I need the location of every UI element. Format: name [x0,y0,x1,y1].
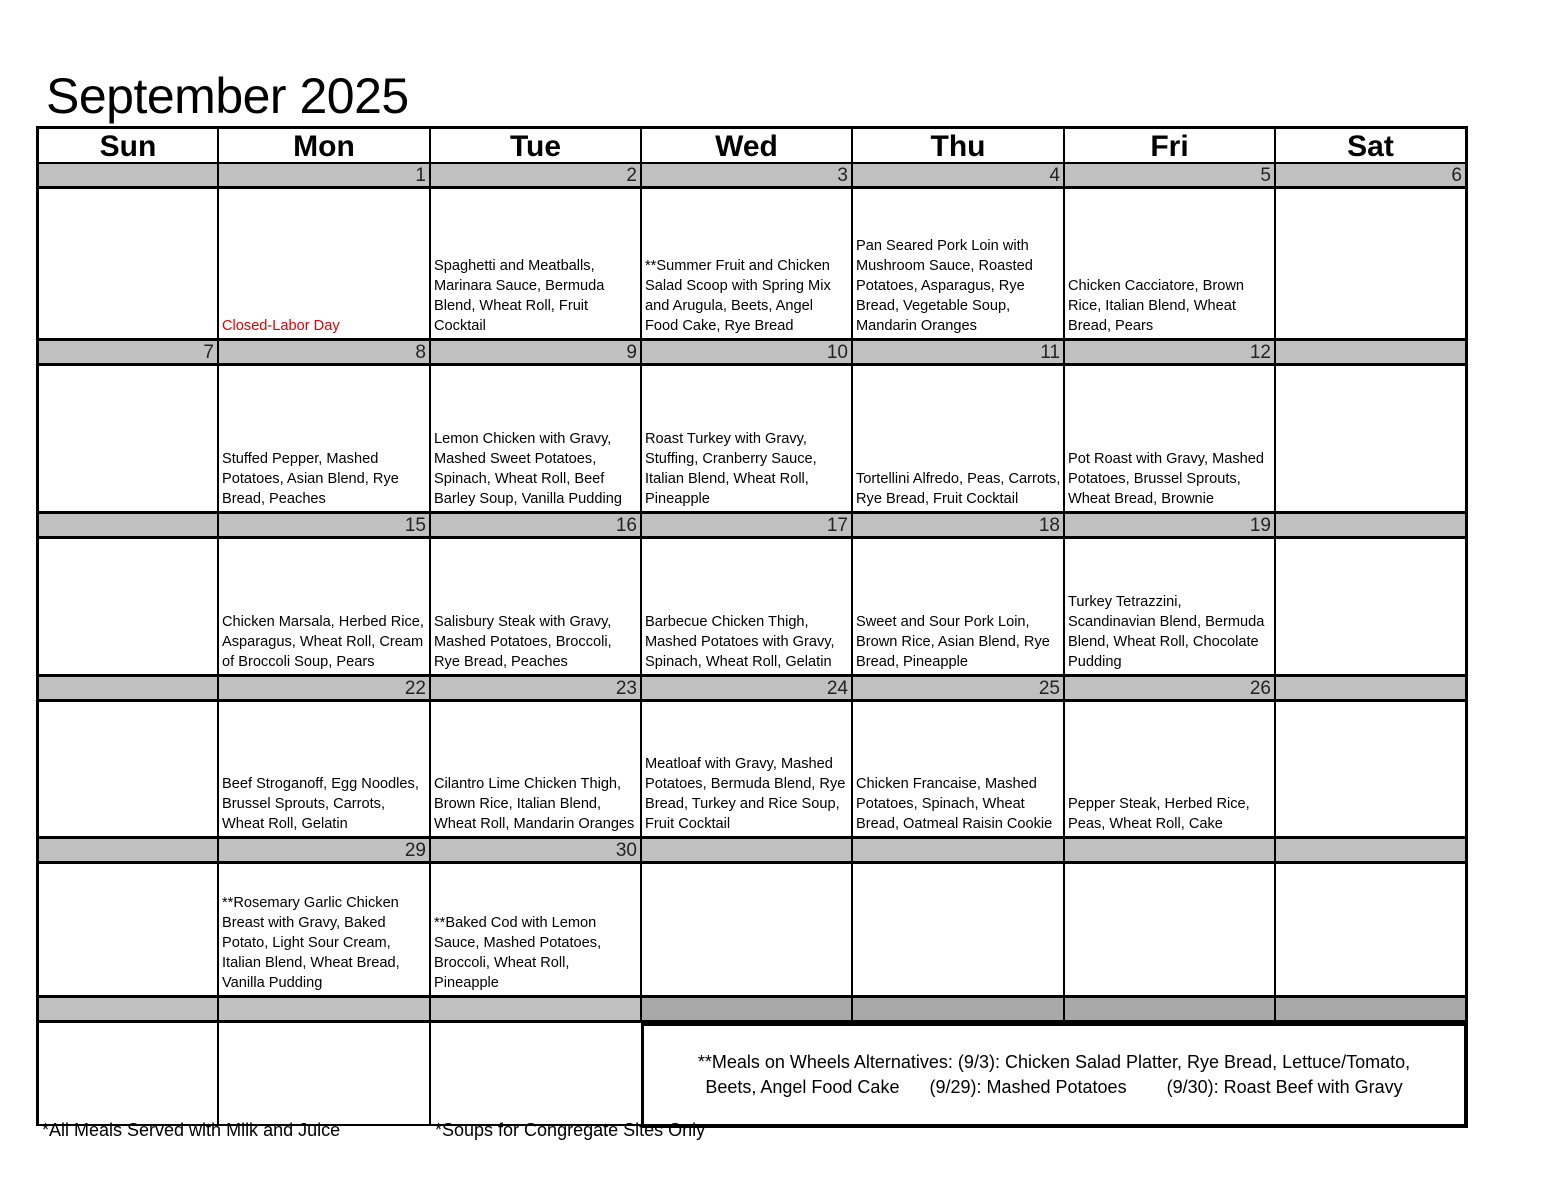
date-number: 9 [431,341,642,366]
meal-cell [853,366,1065,514]
weekday-header-row [36,126,1468,164]
meal-text: Roast Turkey with Gravy, Stuffing, Cranberry Sauce, Italian Blend, Wheat Roll, Pineapple [645,431,817,507]
date-number [219,998,431,1023]
date-number: 5 [1065,164,1276,189]
date-number [431,998,642,1023]
meal-text: Barbecue Chicken Thigh, Mashed Potatoes with Gravy, Spinach, Wheat Roll, Gelatin [645,614,835,670]
empty-cell [36,1023,219,1126]
date-number [1065,998,1276,1023]
milk-juice-note: *All Meals Served with Milk and Juice [42,1120,341,1140]
date-bar-row [36,341,1468,366]
meal-cell [642,702,853,839]
date-number: 2 [431,164,642,189]
meal-cell [1065,189,1276,341]
meal-row [36,864,1468,998]
meal-text: Chicken Marsala, Herbed Rice, Asparagus, Wheat Roll, Cream of Broccoli Soup, Pears [222,614,424,670]
date-number [36,839,219,864]
date-number: 18 [853,514,1065,539]
date-number: 6 [1276,164,1468,189]
meal-cell [1065,702,1276,839]
date-number: 24 [642,677,853,702]
holiday-closed-label: Closed-Labor Day [222,318,340,334]
weekday-sat: Sat [1276,126,1468,164]
date-number [1276,998,1468,1023]
meal-row [36,366,1468,514]
meal-cell [853,539,1065,677]
alternatives-line-1: **Meals on Wheels Alternatives: (9/3): Chicken Salad Platter, Rye Bread, Lettuce/Tomato, [697,1052,1411,1072]
meal-cell [642,189,853,341]
calendar-grid [36,126,1468,1128]
date-number: 19 [1065,514,1276,539]
date-number [853,998,1065,1023]
date-number [36,998,219,1023]
date-number [1065,839,1276,864]
date-number: 11 [853,341,1065,366]
meal-text: Meatloaf with Gravy, Mashed Potatoes, Bermuda Blend, Rye Bread, Turkey and Rice Soup, Fruit Cocktail [645,756,846,832]
meal-row [36,702,1468,839]
date-number [642,998,853,1023]
meal-cell [219,864,431,998]
meal-cell [431,189,642,341]
date-bar-row [36,839,1468,864]
meal-cell [219,539,431,677]
footer-row [36,1023,1468,1128]
meal-cell [36,864,219,998]
meal-cell [36,366,219,514]
meal-text: Sweet and Sour Pork Loin, Brown Rice, Asian Blend, Rye Bread, Pineapple [856,614,1050,670]
meal-cell [1065,366,1276,514]
meal-text: Pepper Steak, Herbed Rice, Peas, Wheat Roll, Cake [1068,796,1250,832]
date-bar-row [36,677,1468,702]
meal-text: Spaghetti and Meatballs, Marinara Sauce, Bermuda Blend, Wheat Roll, Fruit Cocktail [434,258,605,334]
date-number: 29 [219,839,431,864]
meal-text: Lemon Chicken with Gravy, Mashed Sweet Potatoes, Spinach, Wheat Roll, Beef Barley Soup, Vanilla Pudding [434,431,622,507]
date-number: 25 [853,677,1065,702]
meal-cell [1276,864,1468,998]
meal-cell [1276,366,1468,514]
meal-cell [853,189,1065,341]
empty-cell [431,1023,642,1126]
meal-cell [642,366,853,514]
meal-row [36,539,1468,677]
meal-text: Tortellini Alfredo, Peas, Carrots, Rye Bread, Fruit Cocktail [856,471,1061,507]
date-bar-row [36,514,1468,539]
meal-cell [1065,864,1276,998]
meal-cell [1065,539,1276,677]
date-number [1276,677,1468,702]
meal-text: **Baked Cod with Lemon Sauce, Mashed Potatoes, Broccoli, Wheat Roll, Pineapple [434,915,602,991]
weekday-sun: Sun [36,126,219,164]
meal-text: Pan Seared Pork Loin with Mushroom Sauce, Roasted Potatoes, Asparagus, Rye Bread, Vegetable Soup, Mandarin Oranges [856,238,1033,334]
meal-cell [431,702,642,839]
weekday-thu: Thu [853,126,1065,164]
weekday-tue: Tue [431,126,642,164]
date-number: 30 [431,839,642,864]
date-number [1276,514,1468,539]
meal-cell [642,539,853,677]
meal-text: Salisbury Steak with Gravy, Mashed Potatoes, Broccoli, Rye Bread, Peaches [434,614,612,670]
meal-text: Chicken Cacciatore, Brown Rice, Italian Blend, Wheat Bread, Pears [1068,278,1245,334]
date-number: 22 [219,677,431,702]
date-number [1276,839,1468,864]
weekday-mon: Mon [219,126,431,164]
meal-cell [219,189,431,341]
meal-cell [1276,189,1468,341]
meal-cell [219,702,431,839]
meal-text: Stuffed Pepper, Mashed Potatoes, Asian Blend, Rye Bread, Peaches [222,451,399,507]
meal-cell [431,366,642,514]
meal-text: Cilantro Lime Chicken Thigh, Brown Rice, Italian Blend, Wheat Roll, Mandarin Oranges [434,776,635,832]
date-number: 23 [431,677,642,702]
alternatives-line-2: Beets, Angel Food Cake (9/29): Mashed Potatoes (9/30): Roast Beef with Gravy [705,1077,1403,1097]
date-number [36,677,219,702]
date-bar-row [36,998,1468,1023]
date-bar-row [36,164,1468,189]
date-number [853,839,1065,864]
date-number [36,164,219,189]
meal-cell [1276,702,1468,839]
meal-text: Beef Stroganoff, Egg Noodles, Brussel Sprouts, Carrots, Wheat Roll, Gelatin [222,776,419,832]
meal-cell [642,864,853,998]
meal-text: **Rosemary Garlic Chicken Breast with Gravy, Baked Potato, Light Sour Cream, Italian Blend, Wheat Bread, Vanilla Pudding [222,895,400,991]
meal-cell [431,864,642,998]
soups-note: *Soups for Congregate Sites Only [435,1120,706,1140]
weekday-fri: Fri [1065,126,1276,164]
meal-text: Pot Roast with Gravy, Mashed Potatoes, Brussel Sprouts, Wheat Bread, Brownie [1068,451,1265,507]
date-number: 17 [642,514,853,539]
weekday-wed: Wed [642,126,853,164]
date-number: 16 [431,514,642,539]
date-number: 26 [1065,677,1276,702]
meal-cell [431,539,642,677]
date-number: 12 [1065,341,1276,366]
date-number: 3 [642,164,853,189]
meal-cell [853,864,1065,998]
date-number: 1 [219,164,431,189]
meal-row [36,189,1468,341]
page-title: September 2025 [46,68,409,124]
meals-on-wheels-alternatives-box [641,1023,1468,1128]
meal-text: Chicken Francaise, Mashed Potatoes, Spinach, Wheat Bread, Oatmeal Raisin Cookie [856,776,1053,832]
date-number [642,839,853,864]
meal-cell [853,702,1065,839]
date-number: 4 [853,164,1065,189]
meal-cell [1276,539,1468,677]
meal-text: Turkey Tetrazzini, Scandinavian Blend, Bermuda Blend, Wheat Roll, Chocolate Pudding [1068,594,1265,670]
date-number: 7 [36,341,219,366]
meal-cell [36,539,219,677]
meal-text: **Summer Fruit and Chicken Salad Scoop with Spring Mix and Arugula, Beets, Angel Food Cake, Rye Bread [645,258,831,334]
date-number [1276,341,1468,366]
date-number: 8 [219,341,431,366]
date-number: 15 [219,514,431,539]
date-number [36,514,219,539]
meal-cell [36,189,219,341]
date-number: 10 [642,341,853,366]
meal-cell [219,366,431,514]
meal-cell [36,702,219,839]
empty-cell [219,1023,431,1126]
